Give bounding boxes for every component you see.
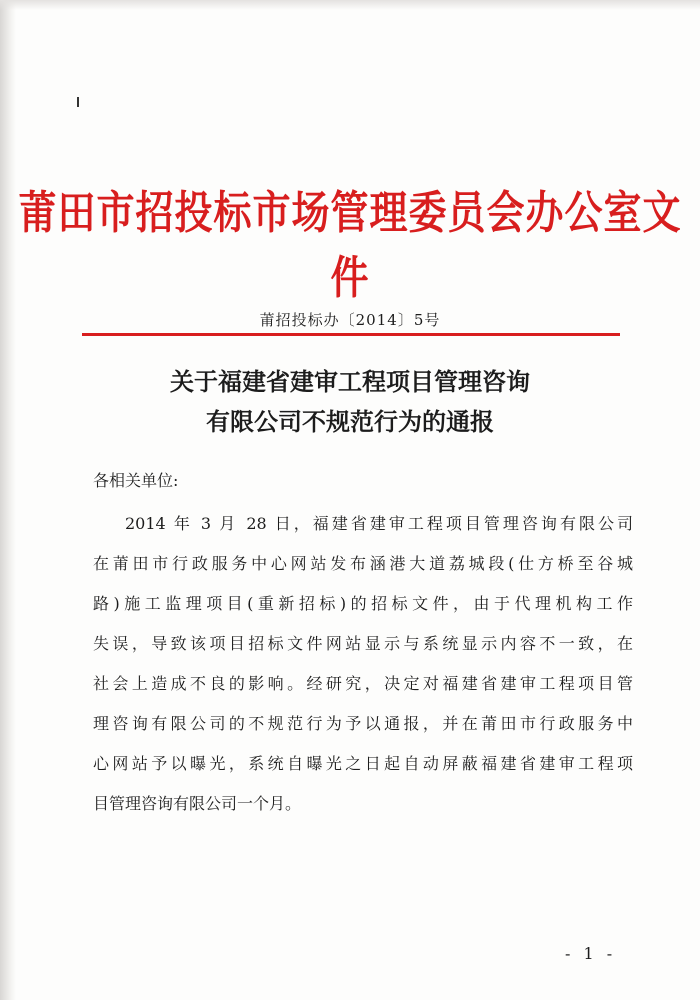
page-number: - 1 - <box>565 944 617 963</box>
body-line: 在莆田市行政服务中心网站发布涵港大道荔城段(仕方桥至谷城 <box>93 554 633 573</box>
body-line: 社会上造成不良的影响。经研究，决定对福建省建审工程项目管 <box>93 674 633 693</box>
body-line: 2014 年 3 月 28 日，福建省建审工程项目管理咨询有限公司 <box>125 514 633 533</box>
body-text <box>93 512 633 832</box>
subject-line: 关于福建省建审工程项目管理咨询 <box>170 367 530 396</box>
body-line: 心网站予以曝光，系统自曝光之日起自动屏蔽福建省建审工程项 <box>93 754 633 773</box>
body-line: 目管理咨询有限公司一个月。 <box>93 794 302 813</box>
document-header-title: 莆田市招投标市场管理委员会办公室文件 <box>18 185 682 304</box>
body-line: 路)施工监理项目(重新招标)的招标文件，由于代理机构工作 <box>93 594 633 613</box>
salutation: 各相关单位: <box>93 471 179 490</box>
body-line: 失误，导致该项目招标文件网站显示与系统显示内容不一致，在 <box>93 634 633 653</box>
subject-line: 有限公司不规范行为的通报 <box>206 407 494 436</box>
document-number: 莆招投标办〔2014〕5号 <box>259 311 441 329</box>
body-line: 理咨询有限公司的不规范行为予以通报，并在莆田市行政服务中 <box>93 714 633 733</box>
document-subject <box>0 362 700 442</box>
red-divider-line <box>82 333 620 336</box>
scan-mark <box>77 97 79 107</box>
